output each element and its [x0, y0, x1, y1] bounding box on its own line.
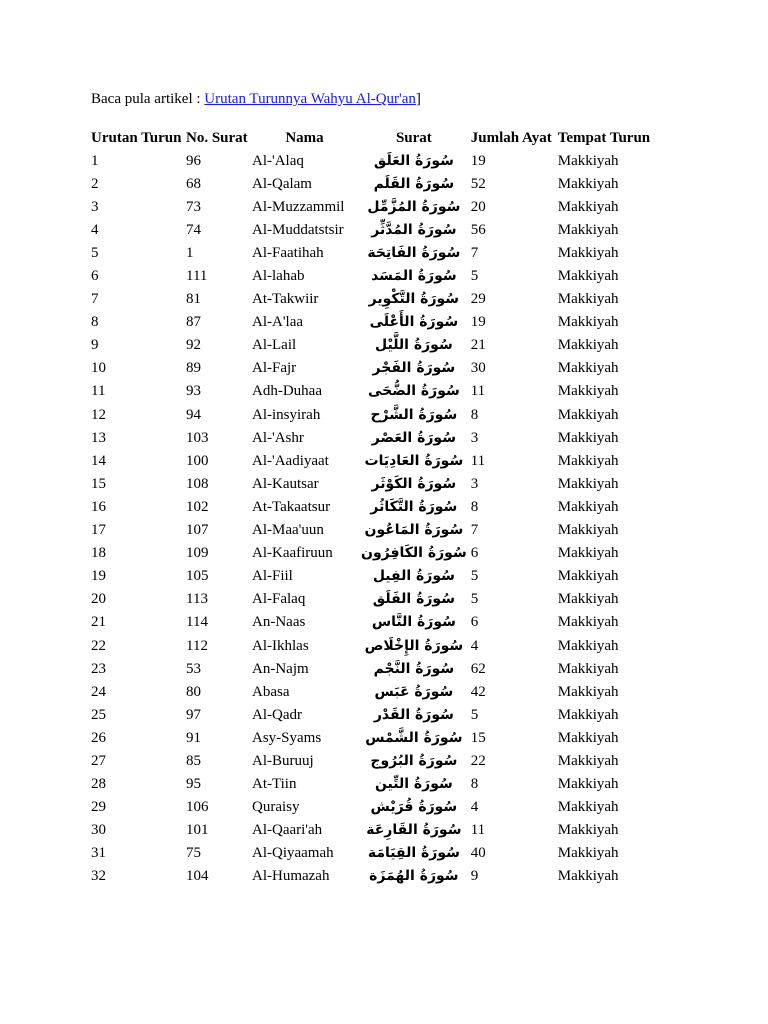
tempat-turun-cell: Makkiyah: [557, 706, 619, 723]
surat-calligraphy-cell: [359, 149, 469, 172]
surah-name-arabic: سُورَةُ الضُّحَى: [367, 383, 460, 400]
jumlah-ayat-cell: 52: [470, 175, 486, 192]
nama-cell: Al-Maa'uun: [252, 522, 324, 539]
no-surat-cell: 101: [186, 822, 209, 839]
urutan-turun-cell: 6: [91, 268, 99, 285]
see-also-suffix: ]: [415, 91, 421, 107]
table-row: [89, 403, 660, 426]
surah-name-arabic: سُورَةُ البُرُوج: [370, 752, 458, 769]
table-row: [89, 657, 660, 680]
tempat-turun-cell: Makkiyah: [557, 845, 619, 862]
surat-calligraphy-cell: [359, 426, 469, 449]
header-jumlah-ayat: Jumlah Ayat: [470, 130, 552, 146]
table-row: [89, 703, 660, 726]
nama-cell: Al-'Aadiyaat: [252, 452, 329, 469]
urutan-turun-cell: 21: [91, 614, 106, 631]
tempat-turun-cell: Makkiyah: [557, 591, 619, 608]
surat-calligraphy-cell: [359, 449, 469, 472]
table-row: [89, 542, 660, 565]
table-row: [89, 264, 660, 287]
jumlah-ayat-cell: 22: [470, 752, 486, 769]
surat-calligraphy-cell: [359, 542, 469, 565]
jumlah-ayat-cell: 42: [470, 683, 486, 700]
jumlah-ayat-cell: 29: [470, 291, 486, 308]
nama-cell: Asy-Syams: [252, 729, 322, 746]
tempat-turun-cell: Makkiyah: [557, 175, 619, 192]
no-surat-cell: 73: [186, 198, 201, 215]
header-no-surat: No. Surat: [186, 130, 248, 146]
surah-name-arabic: سُورَةُ الكَافِرُون: [361, 545, 467, 562]
urutan-turun-cell: 8: [91, 314, 99, 331]
surat-calligraphy-cell: [359, 842, 469, 865]
no-surat-cell: 114: [186, 614, 208, 631]
urutan-turun-cell: 11: [91, 383, 106, 400]
tempat-turun-cell: Makkiyah: [557, 799, 619, 816]
no-surat-cell: 111: [186, 268, 208, 285]
jumlah-ayat-cell: 21: [470, 337, 486, 354]
table-row: [89, 334, 660, 357]
jumlah-ayat-cell: 20: [470, 198, 486, 215]
surat-calligraphy-cell: [359, 749, 469, 772]
jumlah-ayat-cell: 56: [470, 221, 486, 238]
tempat-turun-cell: Makkiyah: [557, 752, 619, 769]
table-row: [89, 495, 660, 518]
surat-calligraphy-cell: [359, 819, 469, 842]
tempat-turun-cell: Makkiyah: [557, 683, 619, 700]
nama-cell: Quraisy: [252, 799, 300, 816]
tempat-turun-cell: Makkiyah: [557, 291, 619, 308]
tempat-turun-cell: Makkiyah: [557, 383, 619, 400]
nama-cell: At-Tiin: [252, 776, 297, 793]
tempat-turun-cell: Makkiyah: [557, 522, 619, 539]
urutan-turun-cell: 24: [91, 683, 106, 700]
surah-name-arabic: سُورَةُ المَسَد: [371, 268, 457, 285]
urutan-turun-cell: 12: [91, 406, 106, 423]
no-surat-cell: 96: [186, 152, 201, 169]
nama-cell: Al-Buruuj: [252, 752, 314, 769]
urutan-turun-cell: 10: [91, 360, 106, 377]
urutan-turun-cell: 25: [91, 706, 106, 723]
surat-calligraphy-cell: [359, 195, 469, 218]
surat-calligraphy-cell: [359, 796, 469, 819]
tempat-turun-cell: Makkiyah: [557, 337, 619, 354]
surah-name-arabic: سُورَةُ التِّين: [374, 776, 453, 793]
no-surat-cell: 1: [186, 244, 194, 261]
surat-calligraphy-cell: [359, 611, 469, 634]
surat-calligraphy-cell: [359, 634, 469, 657]
no-surat-cell: 68: [186, 175, 201, 192]
urutan-turun-cell: 17: [91, 522, 106, 539]
urutan-turun-cell: 29: [91, 799, 106, 816]
tempat-turun-cell: Makkiyah: [557, 822, 619, 839]
surat-calligraphy-cell: [359, 218, 469, 241]
surah-name-arabic: سُورَةُ اللَّيْل: [375, 337, 453, 354]
jumlah-ayat-cell: 7: [470, 522, 479, 539]
surat-calligraphy-cell: [359, 472, 469, 495]
jumlah-ayat-cell: 19: [470, 152, 486, 169]
nama-cell: Al-Lail: [252, 337, 297, 354]
nama-cell: Abasa: [252, 683, 290, 700]
no-surat-cell: 80: [186, 683, 201, 700]
table-row: [89, 796, 660, 819]
no-surat-cell: 85: [186, 752, 201, 769]
urutan-turun-cell: 26: [91, 729, 106, 746]
nama-cell: At-Takaatsur: [252, 498, 331, 515]
no-surat-cell: 102: [186, 498, 209, 515]
surat-calligraphy-cell: [359, 264, 469, 287]
urutan-turun-cell: 32: [91, 868, 106, 885]
surah-name-arabic: سُورَةُ المُزَّمِّل: [367, 198, 461, 215]
no-surat-cell: 109: [186, 545, 209, 562]
jumlah-ayat-cell: 11: [470, 452, 486, 469]
tempat-turun-cell: Makkiyah: [557, 221, 619, 238]
nama-cell: Al-Kautsar: [252, 475, 319, 492]
jumlah-ayat-cell: 3: [470, 429, 479, 446]
surat-calligraphy-cell: [359, 703, 469, 726]
nama-cell: Al-Faatihah: [252, 244, 324, 261]
jumlah-ayat-cell: 7: [470, 244, 479, 261]
no-surat-cell: 53: [186, 660, 201, 677]
surah-name-arabic: سُورَةُ القِيَامَة: [367, 845, 460, 862]
urutan-turun-cell: 1: [91, 152, 99, 169]
jumlah-ayat-cell: 9: [470, 868, 479, 885]
table-row: [89, 311, 660, 334]
nama-cell: At-Takwiir: [252, 291, 319, 308]
nama-cell: Al-A'laa: [252, 314, 304, 331]
surah-name-arabic: سُورَةُ المَاعُون: [364, 522, 464, 539]
urutan-turun-cell: 4: [91, 221, 99, 238]
see-also-prefix: Baca pula artikel :: [91, 91, 205, 107]
urutan-turun-cell: 5: [91, 244, 99, 261]
table-row: [89, 472, 660, 495]
no-surat-cell: 100: [186, 452, 209, 469]
urutan-turun-cell: 27: [91, 752, 106, 769]
urutan-turun-cell: 16: [91, 498, 106, 515]
surat-calligraphy-cell: [359, 519, 469, 542]
tempat-turun-cell: Makkiyah: [557, 268, 619, 285]
surah-name-arabic: سُورَةُ القَلَم: [373, 175, 455, 192]
no-surat-cell: 112: [186, 637, 208, 654]
no-surat-cell: 95: [186, 776, 201, 793]
surah-name-arabic: سُورَةُ الكَوْثَر: [371, 475, 457, 492]
surat-calligraphy-cell: [359, 288, 469, 311]
surat-calligraphy-cell: [359, 172, 469, 195]
no-surat-cell: 93: [186, 383, 201, 400]
surat-calligraphy-cell: [359, 495, 469, 518]
surat-calligraphy-cell: [359, 865, 469, 888]
surah-name-arabic: سُورَةُ التَّكْوِير: [368, 291, 460, 308]
jumlah-ayat-cell: 5: [470, 706, 479, 723]
tempat-turun-cell: Makkiyah: [557, 475, 619, 492]
surah-name-arabic: سُورَةُ النَّاس: [371, 614, 456, 631]
jumlah-ayat-cell: 11: [470, 383, 486, 400]
nama-cell: Al-insyirah: [252, 406, 321, 423]
see-also-line: [91, 89, 421, 109]
jumlah-ayat-cell: 6: [470, 545, 479, 562]
table-row: [89, 565, 660, 588]
nama-cell: Adh-Duhaa: [252, 383, 322, 400]
surah-revelation-order-table: [89, 127, 660, 888]
tempat-turun-cell: Makkiyah: [557, 152, 619, 169]
surah-name-arabic: سُورَةُ التَّكَاثُر: [370, 498, 458, 515]
surat-calligraphy-cell: [359, 657, 469, 680]
tempat-turun-cell: Makkiyah: [557, 545, 619, 562]
urutan-turun-cell: 13: [91, 429, 106, 446]
surat-calligraphy-cell: [359, 334, 469, 357]
surah-name-arabic: سُورَةُ الفَلَق: [372, 591, 455, 608]
table-row: [89, 357, 660, 380]
tempat-turun-cell: Makkiyah: [557, 314, 619, 331]
surah-name-arabic: سُورَةُ الشَّمْس: [365, 729, 463, 746]
no-surat-cell: 92: [186, 337, 201, 354]
header-tempat-turun: Tempat Turun: [557, 130, 651, 146]
table-row: [89, 588, 660, 611]
urutan-turun-cell: 9: [91, 337, 99, 354]
tempat-turun-cell: Makkiyah: [557, 360, 619, 377]
table-row: [89, 380, 660, 403]
nama-cell: Al-Qaari'ah: [252, 822, 323, 839]
nama-cell: An-Naas: [252, 614, 306, 631]
no-surat-cell: 94: [186, 406, 201, 423]
surah-name-arabic: سُورَةُ النَّجْم: [373, 660, 455, 677]
article-link[interactable]: Urutan Turunnya Wahyu Al-Qur'an: [204, 91, 416, 107]
surah-name-arabic: سُورَةُ الأَعْلَى: [369, 314, 459, 331]
urutan-turun-cell: 23: [91, 660, 106, 677]
jumlah-ayat-cell: 5: [470, 568, 479, 585]
table-row: [89, 726, 660, 749]
table-row: [89, 288, 660, 311]
tempat-turun-cell: Makkiyah: [557, 406, 619, 423]
urutan-turun-cell: 30: [91, 822, 106, 839]
tempat-turun-cell: Makkiyah: [557, 868, 619, 885]
header-urutan-turun: Urutan Turun: [91, 130, 182, 146]
jumlah-ayat-cell: 40: [470, 845, 486, 862]
no-surat-cell: 107: [186, 522, 209, 539]
table-row: [89, 426, 660, 449]
tempat-turun-cell: Makkiyah: [557, 244, 619, 261]
nama-cell: Al-Humazah: [252, 868, 330, 885]
jumlah-ayat-cell: 62: [470, 660, 486, 677]
jumlah-ayat-cell: 5: [470, 591, 479, 608]
tempat-turun-cell: Makkiyah: [557, 776, 619, 793]
nama-cell: Al-Muddatstsir: [252, 221, 344, 238]
surah-name-arabic: سُورَةُ الشَّرْح: [370, 406, 458, 423]
surah-name-arabic: سُورَةُ الفَجْر: [372, 360, 456, 377]
table-row: [89, 611, 660, 634]
tempat-turun-cell: Makkiyah: [557, 614, 619, 631]
tempat-turun-cell: Makkiyah: [557, 198, 619, 215]
nama-cell: Al-Falaq: [252, 591, 306, 608]
nama-cell: Al-'Ashr: [252, 429, 304, 446]
surah-name-arabic: سُورَةُ القَدْر: [373, 706, 454, 723]
surat-calligraphy-cell: [359, 773, 469, 796]
surah-name-arabic: سُورَةُ العَادِيَات: [364, 452, 464, 469]
no-surat-cell: 106: [186, 799, 209, 816]
table-header-row: [89, 127, 660, 149]
jumlah-ayat-cell: 30: [470, 360, 486, 377]
table-row: [89, 218, 660, 241]
nama-cell: An-Najm: [252, 660, 309, 677]
surah-name-arabic: سُورَةُ الإِخْلَاص: [364, 637, 464, 654]
nama-cell: Al-Qiyaamah: [252, 845, 334, 862]
urutan-turun-cell: 2: [91, 175, 99, 192]
jumlah-ayat-cell: 8: [470, 406, 479, 423]
table-row: [89, 865, 660, 888]
jumlah-ayat-cell: 8: [470, 776, 479, 793]
header-surat: Surat: [395, 130, 432, 146]
table-row: [89, 241, 660, 264]
no-surat-cell: 113: [186, 591, 208, 608]
no-surat-cell: 87: [186, 314, 201, 331]
surat-calligraphy-cell: [359, 726, 469, 749]
nama-cell: Al-Qalam: [252, 175, 312, 192]
surah-name-arabic: سُورَةُ الفِيل: [372, 568, 455, 585]
surat-calligraphy-cell: [359, 311, 469, 334]
tempat-turun-cell: Makkiyah: [557, 637, 619, 654]
surah-name-arabic: سُورَةُ العَلَق: [373, 152, 454, 169]
surat-calligraphy-cell: [359, 565, 469, 588]
no-surat-cell: 74: [186, 221, 201, 238]
jumlah-ayat-cell: 11: [470, 822, 486, 839]
table-row: [89, 449, 660, 472]
table-row: [89, 819, 660, 842]
table-row: [89, 680, 660, 703]
urutan-turun-cell: 22: [91, 637, 106, 654]
surah-name-arabic: سُورَةُ العَصْر: [371, 429, 456, 446]
nama-cell: Al-lahab: [252, 268, 305, 285]
table-body: [89, 149, 660, 888]
nama-cell: Al-Ikhlas: [252, 637, 309, 654]
urutan-turun-cell: 15: [91, 475, 106, 492]
urutan-turun-cell: 14: [91, 452, 106, 469]
no-surat-cell: 108: [186, 475, 209, 492]
table-row: [89, 149, 660, 172]
urutan-turun-cell: 20: [91, 591, 106, 608]
urutan-turun-cell: 31: [91, 845, 106, 862]
jumlah-ayat-cell: 4: [470, 799, 479, 816]
no-surat-cell: 81: [186, 291, 201, 308]
table-row: [89, 195, 660, 218]
tempat-turun-cell: Makkiyah: [557, 660, 619, 677]
urutan-turun-cell: 7: [91, 291, 99, 308]
no-surat-cell: 105: [186, 568, 209, 585]
tempat-turun-cell: Makkiyah: [557, 568, 619, 585]
surat-calligraphy-cell: [359, 588, 469, 611]
no-surat-cell: 97: [186, 706, 201, 723]
urutan-turun-cell: 3: [91, 198, 99, 215]
urutan-turun-cell: 18: [91, 545, 106, 562]
jumlah-ayat-cell: 5: [470, 268, 479, 285]
tempat-turun-cell: Makkiyah: [557, 729, 619, 746]
surat-calligraphy-cell: [359, 357, 469, 380]
table-row: [89, 773, 660, 796]
no-surat-cell: 104: [186, 868, 209, 885]
table-row: [89, 172, 660, 195]
nama-cell: Al-Qadr: [252, 706, 302, 723]
surat-calligraphy-cell: [359, 241, 469, 264]
table-row: [89, 749, 660, 772]
jumlah-ayat-cell: 6: [470, 614, 479, 631]
no-surat-cell: 91: [186, 729, 201, 746]
surat-calligraphy-cell: [359, 403, 469, 426]
nama-cell: Al-Kaafiruun: [252, 545, 333, 562]
urutan-turun-cell: 19: [91, 568, 106, 585]
jumlah-ayat-cell: 3: [470, 475, 479, 492]
header-nama: Nama: [285, 130, 324, 146]
no-surat-cell: 89: [186, 360, 201, 377]
jumlah-ayat-cell: 15: [470, 729, 486, 746]
surat-calligraphy-cell: [359, 380, 469, 403]
tempat-turun-cell: Makkiyah: [557, 452, 619, 469]
nama-cell: Al-Muzzammil: [252, 198, 345, 215]
no-surat-cell: 75: [186, 845, 201, 862]
surah-name-arabic: سُورَةُ قُرَيْش: [370, 799, 458, 816]
nama-cell: Al-Fiil: [252, 568, 293, 585]
urutan-turun-cell: 28: [91, 776, 106, 793]
jumlah-ayat-cell: 8: [470, 498, 479, 515]
surah-name-arabic: سُورَةُ الهُمَزَة: [369, 868, 459, 885]
no-surat-cell: 103: [186, 429, 209, 446]
surah-name-arabic: سُورَةُ القَارِعَة: [366, 822, 462, 839]
surah-name-arabic: سُورَةُ الفَاتِحَة: [367, 244, 461, 261]
surah-name-arabic: سُورَةُ عَبَس: [374, 683, 454, 700]
table-row: [89, 842, 660, 865]
tempat-turun-cell: Makkiyah: [557, 429, 619, 446]
nama-cell: Al-Fajr: [252, 360, 297, 377]
jumlah-ayat-cell: 19: [470, 314, 486, 331]
surat-calligraphy-cell: [359, 680, 469, 703]
table-row: [89, 519, 660, 542]
nama-cell: Al-'Alaq: [252, 152, 304, 169]
surah-name-arabic: سُورَةُ المُدَّثِّر: [371, 221, 457, 238]
tempat-turun-cell: Makkiyah: [557, 498, 619, 515]
jumlah-ayat-cell: 4: [470, 637, 479, 654]
table-row: [89, 634, 660, 657]
